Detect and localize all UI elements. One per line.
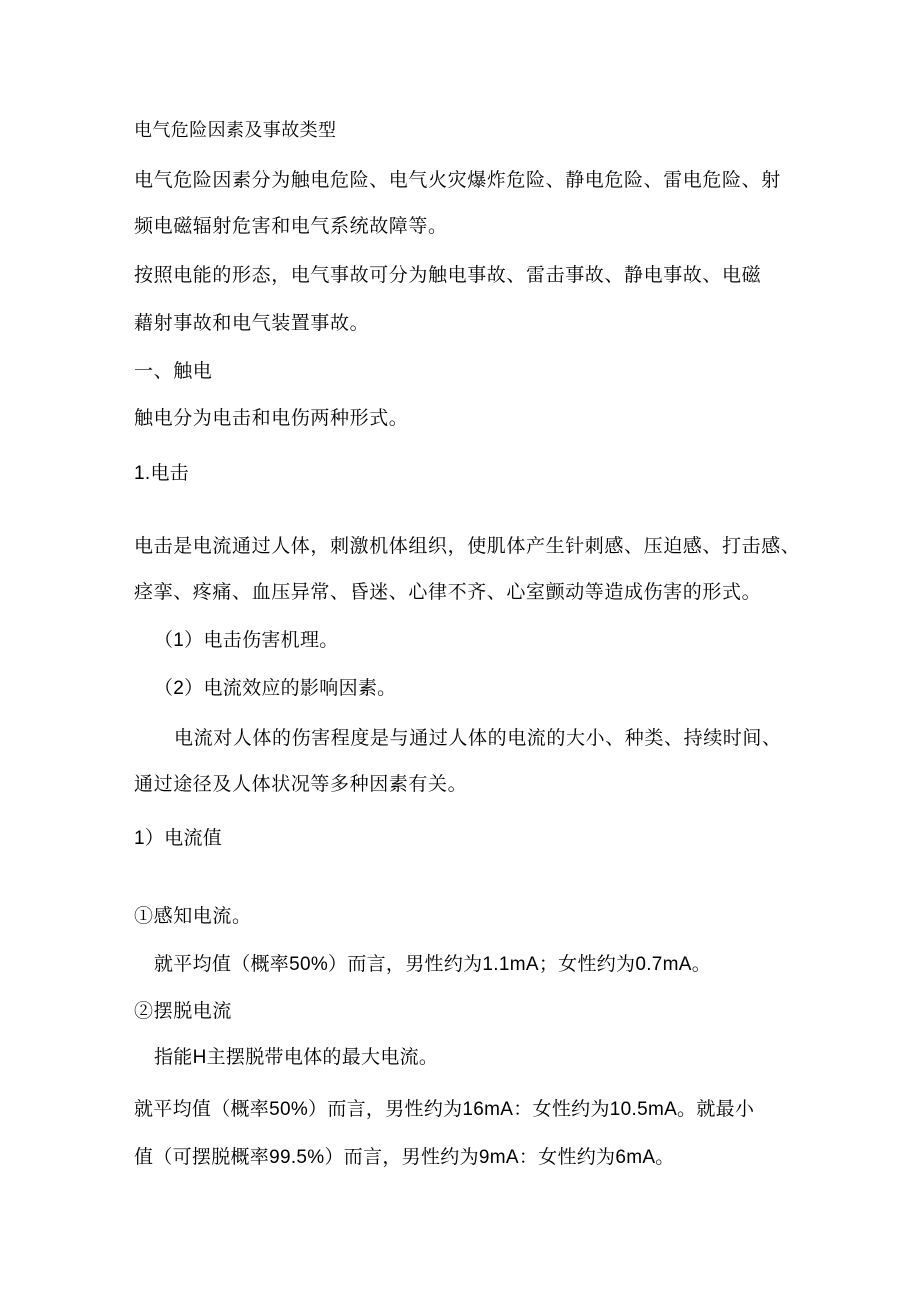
paragraph-line: 值（可摆脱概率99.5%）而言，男性约为9mA：女性约为6mA。 <box>134 1147 675 1168</box>
list-item: （2）电流效应的影响因素。 <box>154 678 397 699</box>
list-item: ①感知电流。 <box>134 905 252 927</box>
paragraph-line: 就平均值（概率50%）而言，男性约为1.1mA；女性约为0.7mA。 <box>154 954 712 975</box>
paragraph-line: 通过途径及人体状况等多种因素有关。 <box>134 773 468 795</box>
list-item: ②摆脱电流 <box>134 1000 233 1022</box>
paragraph-line: 就平均值（概率50%）而言，男性约为16mA：女性约为10.5mA。就最小 <box>134 1099 755 1120</box>
subsection-heading: 1）电流值 <box>134 828 223 849</box>
paragraph-line: 电气危险因素分为触电危险、电气火灾爆炸危险、静电危险、雷电危险、射 <box>134 169 781 191</box>
paragraph-line: 电击是电流通过人体，刺激机体组织，使肌体产生针刺感、压迫感、打击感、 <box>134 535 801 557</box>
subsection-heading: 1.电击 <box>134 463 190 484</box>
paragraph-line: 指能H主摆脱带电体的最大电流。 <box>154 1047 439 1068</box>
section-heading: 一、触电 <box>134 360 213 382</box>
paragraph-line: 触电分为电击和电伤两种形式。 <box>134 407 409 429</box>
paragraph-line: 藉射事故和电气装置事故。 <box>134 312 370 334</box>
paragraph-line: 按照电能的形态，电气事故可分为触电事故、雷击事故、静电事故、电磁 <box>134 264 762 286</box>
paragraph-line: 频电磁辐射危害和电气系统故障等。 <box>134 215 448 237</box>
paragraph-line: 电流对人体的伤害程度是与通过人体的电流的大小、种类、持续时间、 <box>174 727 782 749</box>
paragraph-line: 痉挛、疼痛、血压异常、昏迷、心律不齐、心室颤动等造成伤害的形式。 <box>134 581 762 603</box>
document-title: 电气危险因素及事故类型 <box>134 120 337 141</box>
list-item: （1）电击伤害机理。 <box>154 630 339 651</box>
